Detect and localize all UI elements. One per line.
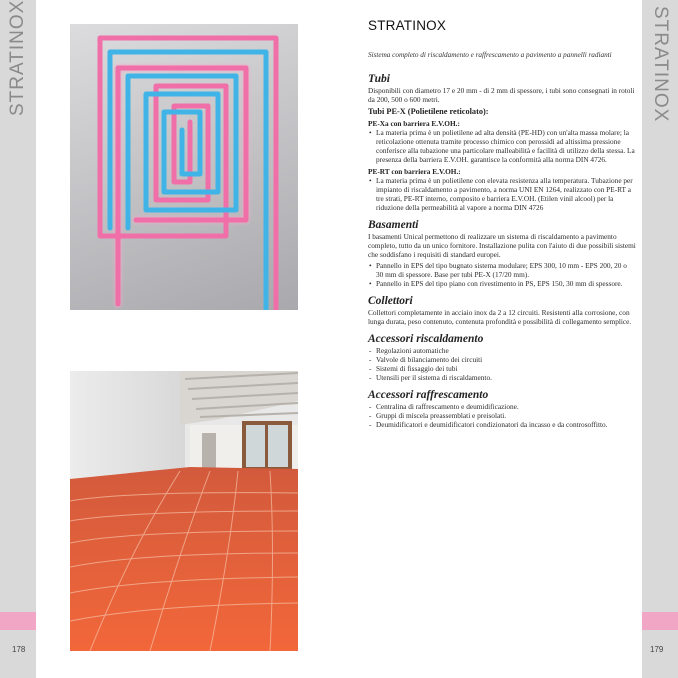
room-floor-photo xyxy=(70,371,298,651)
section-collettori-text: Collettori completamente in acciaio inox da 2 a 12 circuiti. Resistenti alla corrosione, con lunga durata, peso contenuto, contenuta profondità e possibilità di collegamento semplice. xyxy=(368,308,632,326)
left-spine-label: STRATINOX xyxy=(7,0,28,117)
pipe-spiral-illustration xyxy=(70,24,298,310)
section-accessori-riscaldamento-heading: Accessori riscaldamento xyxy=(368,333,484,345)
list-item: • Pannello in EPS del tipo bugnato sistema modulare; EPS 300, 10 mm - EPS 200, 20 o 30 mm di spessore. Base per tubi PE-X (17/20 mm). xyxy=(368,261,636,279)
list-item: - Deumidificatori e deumidificatori condizionatori da incasso e da controsoffitto. xyxy=(368,420,636,429)
pexa-list xyxy=(368,128,636,164)
section-tubi-heading: Tubi xyxy=(368,73,390,85)
list-item: • Pannello in EPS del tipo piano con rivestimento in PS, EPS 150, 30 mm di spessore. xyxy=(368,279,636,288)
list-item: - Valvole di bilanciamento dei circuiti xyxy=(368,355,636,364)
section-basamenti-intro: I basamenti Unical permettono di realizzare un sistema di riscaldamento a pavimento completo, tutto da un unico fornitore. Installazione pulita con l'aiuto di due possibili sistemi che soddisfano i requisiti di standard europei. xyxy=(368,232,636,259)
right-pink-tab xyxy=(642,612,678,630)
list-item: - Utensili per il sistema di riscaldamento. xyxy=(368,373,636,382)
content-column xyxy=(368,18,636,429)
basamenti-list xyxy=(368,261,636,288)
accessori-raffrescamento-list xyxy=(368,402,636,429)
right-spine xyxy=(642,0,678,678)
page-number-right: 179 xyxy=(650,645,664,654)
section-basamenti-heading: Basamenti xyxy=(368,219,419,231)
left-spine xyxy=(0,0,36,678)
pipe-spiral-image xyxy=(70,24,298,310)
list-item: - Regolazioni automatiche xyxy=(368,346,636,355)
page-number-left: 178 xyxy=(12,645,26,654)
page-title: STRATINOX xyxy=(368,18,447,33)
pex-heading: Tubi PE-X (Polietilene reticolato): xyxy=(368,107,489,116)
section-tubi-intro: Disponibili con diametro 17 e 20 mm - di 2 mm di spessore, i tubi sono consegnati in rotoli da 200, 500 o 600 metri. xyxy=(368,86,635,104)
pert-heading: PE-RT con barriera E.V.OH.: xyxy=(368,167,461,176)
list-item: • La materia prima è un polietilene ad alta densità (PE-HD) con un'alta massa molare; la reticolazione ottenuta tramite processo chimico con perossidi ad altissima pressione conferisce alla tubazione una particolare malleabilità e facilità di utilizzo della stessa. La presenza della barriera E.V.OH. garantisce la conformità alla norma DIN 4726. xyxy=(368,128,636,164)
section-accessori-raffrescamento-heading: Accessori raffrescamento xyxy=(368,389,489,401)
pert-list xyxy=(368,176,636,212)
pexa-heading: PE-Xa con barriera E.V.OH.: xyxy=(368,119,460,128)
left-pink-tab xyxy=(0,612,36,630)
list-item: - Centralina di raffrescamento e deumidificazione. xyxy=(368,402,636,411)
right-spine-label: STRATINOX xyxy=(650,6,671,123)
list-item: • La materia prima è un polietilene con elevata resistenza alla temperatura. Tubazione per impianto di riscaldamento a pavimento, a norma UNI EN 1264, realizzato con PE-RT a tre strati, PE-RT interno, composito e barriera E.V.OH. (Etilen vinil alcool) per la riduzione della permeabilità al vapore a norma DIN 4726 xyxy=(368,176,636,212)
page-subtitle: Sistema completo di riscaldamento e raffrescamento a pavimento a pannelli radianti xyxy=(368,51,612,59)
room-floor-illustration xyxy=(70,371,298,651)
section-collettori-heading: Collettori xyxy=(368,295,413,307)
list-item: - Sistemi di fissaggio dei tubi xyxy=(368,364,636,373)
list-item: - Gruppi di miscela preassemblati e preisolati. xyxy=(368,411,636,420)
accessori-riscaldamento-list xyxy=(368,346,636,382)
